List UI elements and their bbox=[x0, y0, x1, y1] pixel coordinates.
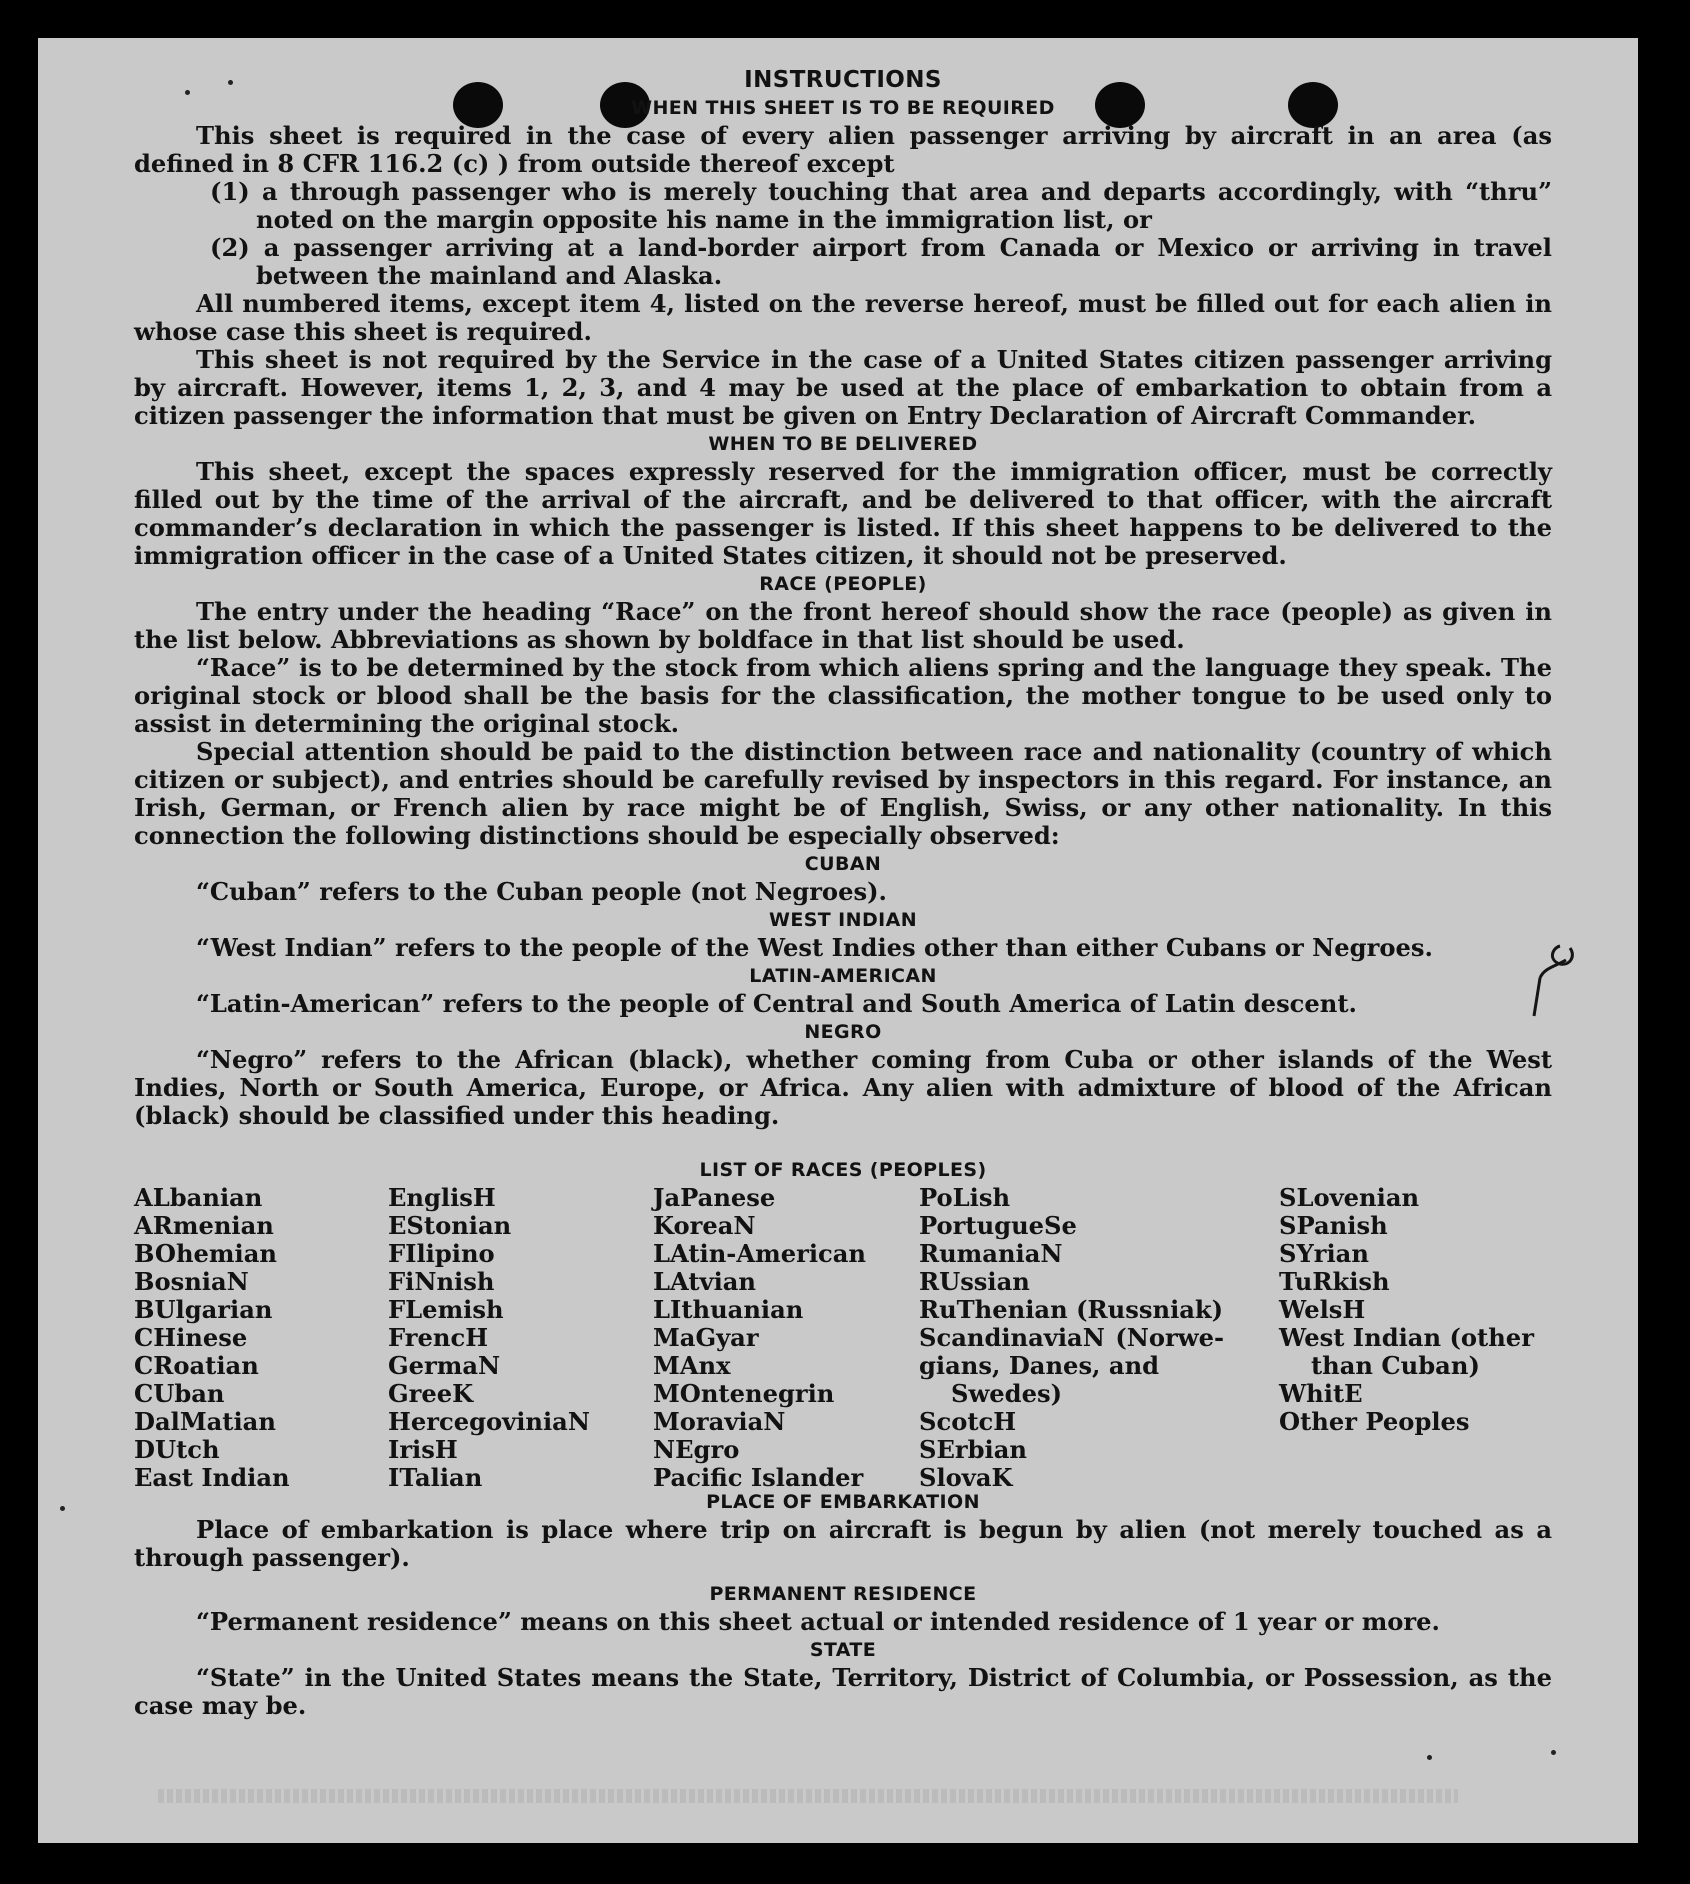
page-title: INSTRUCTIONS bbox=[744, 67, 942, 93]
race-item: LIthuanian bbox=[653, 1295, 804, 1324]
paragraph: This sheet, except the spaces expressly reserved for the immigration officer, must be correctly filled out by the time of the arrival of the aircraft, and be delivered to that officer, with the aircraft commander’s declaration in which the passenger is listed. If this sheet happens to be delivered to the immigration officer in the case of a United States citizen, it should not be preserved. bbox=[134, 457, 1552, 570]
document-page bbox=[38, 38, 1638, 1843]
paragraph: “Permanent residence” means on this sheet actual or intended residence of 1 year or more. bbox=[196, 1607, 1440, 1636]
speck bbox=[60, 1506, 65, 1511]
race-item: than Cuban) bbox=[1311, 1351, 1480, 1380]
list-item: (2) a passenger arriving at a land-border airport from Canada or Mexico or arriving in travel between the mainland and Alaska. bbox=[210, 233, 1552, 290]
race-item: SLovenian bbox=[1279, 1183, 1420, 1212]
race-item: BosniaN bbox=[134, 1267, 249, 1296]
section-heading: LATIN-AMERICAN bbox=[749, 965, 937, 987]
list-item: (1) a through passenger who is merely touching that area and departs accordingly, with “thru” noted on the margin opposite his name in the immigration list, or bbox=[210, 177, 1552, 234]
section-heading: WHEN THIS SHEET IS TO BE REQUIRED bbox=[631, 97, 1055, 119]
race-item: JaPanese bbox=[653, 1183, 776, 1212]
paragraph: “State” in the United States means the State, Territory, District of Columbia, or Possession, as the case may be. bbox=[134, 1663, 1552, 1720]
race-item: East Indian bbox=[134, 1463, 290, 1492]
race-item: ScotcH bbox=[919, 1407, 1017, 1436]
race-item: FLemish bbox=[388, 1295, 504, 1324]
section-heading: RACE (PEOPLE) bbox=[759, 573, 927, 595]
race-item: GreeK bbox=[388, 1379, 474, 1408]
section-heading: PERMANENT RESIDENCE bbox=[709, 1583, 977, 1605]
race-item: GermaN bbox=[388, 1351, 501, 1380]
race-list bbox=[134, 1183, 1552, 1492]
race-item: ScandinaviaN (Norwe- gians, Danes, and bbox=[919, 1323, 1224, 1380]
paragraph: The entry under the heading “Race” on the front hereof should show the race (people) as given in the list below. Abbreviations as shown by boldface in that list should be used. bbox=[134, 597, 1552, 654]
race-item: SErbian bbox=[919, 1435, 1028, 1464]
race-item: ARmenian bbox=[134, 1211, 274, 1240]
race-item: SYrian bbox=[1279, 1239, 1369, 1268]
race-item: DalMatian bbox=[134, 1407, 276, 1436]
race-item: BOhemian bbox=[134, 1239, 277, 1268]
race-item: PoLish bbox=[919, 1183, 1011, 1212]
section-heading: CUBAN bbox=[804, 853, 882, 875]
race-item: RuThenian (Russniak) bbox=[919, 1295, 1224, 1324]
race-column bbox=[388, 1184, 590, 1492]
section-heading: STATE bbox=[809, 1639, 877, 1661]
paragraph: This sheet is required in the case of every alien passenger arriving by aircraft in an area (as defined in 8 CFR 116.2 (c) ) from outside thereof except bbox=[134, 121, 1552, 178]
race-item: FIlipino bbox=[388, 1239, 495, 1268]
race-item: FiNnish bbox=[388, 1267, 495, 1296]
race-item: RumaniaN bbox=[919, 1239, 1063, 1268]
race-item: MAnx bbox=[653, 1351, 731, 1380]
race-item: PortugueSe bbox=[919, 1211, 1077, 1240]
race-item: CUban bbox=[134, 1379, 225, 1408]
race-item: WhitE bbox=[1279, 1379, 1363, 1408]
speck bbox=[1551, 1750, 1556, 1755]
paragraph: Place of embarkation is place where trip on aircraft is begun by alien (not merely touched as a through passenger). bbox=[134, 1515, 1552, 1572]
race-column bbox=[1279, 1184, 1534, 1436]
race-item: Other Peoples bbox=[1279, 1407, 1470, 1436]
race-item: Swedes) bbox=[951, 1379, 1063, 1408]
race-item: BUlgarian bbox=[134, 1295, 273, 1324]
race-item: LAtin-American bbox=[653, 1239, 866, 1268]
race-column bbox=[134, 1184, 290, 1492]
section-heading: WHEN TO BE DELIVERED bbox=[708, 433, 978, 455]
instructions-body bbox=[134, 66, 1552, 1720]
speck bbox=[1427, 1755, 1432, 1760]
race-item: DUtch bbox=[134, 1435, 220, 1464]
race-item: MOntenegrin bbox=[653, 1379, 835, 1408]
race-item: SPanish bbox=[1279, 1211, 1388, 1240]
race-item: IrisH bbox=[388, 1435, 458, 1464]
race-item: NEgro bbox=[653, 1435, 740, 1464]
race-item: WelsH bbox=[1279, 1295, 1366, 1324]
race-item: EnglisH bbox=[388, 1183, 496, 1212]
paragraph: “Race” is to be determined by the stock from which aliens spring and the language they speak. The original stock or blood shall be the basis for the classification, the mother tongue to be used only to assist in determining the original stock. bbox=[134, 653, 1552, 738]
race-item: SlovaK bbox=[919, 1463, 1013, 1492]
race-item: CRoatian bbox=[134, 1351, 259, 1380]
section-heading: WEST INDIAN bbox=[768, 909, 917, 931]
race-item: MaGyar bbox=[653, 1323, 759, 1352]
race-item: Pacific Islander bbox=[653, 1463, 864, 1492]
race-column bbox=[919, 1184, 1224, 1492]
paragraph: All numbered items, except item 4, listed on the reverse hereof, must be filled out for each alien in whose case this sheet is required. bbox=[134, 289, 1552, 346]
race-item: CHinese bbox=[134, 1323, 248, 1352]
faint-footnote-text bbox=[158, 1789, 1458, 1803]
paragraph: “Latin-American” refers to the people of Central and South America of Latin descent. bbox=[196, 989, 1357, 1018]
paragraph: Special attention should be paid to the distinction between race and nationality (country of which citizen or subject), and entries should be carefully revised by inspectors in this regard. For instance, an Irish, German, or French alien by race might be of English, Swiss, or any other nationality. In this connection the following distinctions should be especially observed: bbox=[134, 737, 1552, 850]
section-heading: LIST OF RACES (PEOPLES) bbox=[699, 1159, 987, 1181]
paragraph: “Cuban” refers to the Cuban people (not Negroes). bbox=[196, 877, 887, 906]
race-item: TuRkish bbox=[1279, 1267, 1390, 1296]
race-item: ITalian bbox=[388, 1463, 483, 1492]
race-item: RUssian bbox=[919, 1267, 1030, 1296]
paragraph: “Negro” refers to the African (black), whether coming from Cuba or other islands of the West Indies, North or South America, Europe, or Africa. Any alien with admixture of blood of the African (black) should be classified under this heading. bbox=[134, 1045, 1552, 1130]
race-item: HercegoviniaN bbox=[388, 1407, 590, 1436]
race-column bbox=[653, 1184, 866, 1492]
section-heading: NEGRO bbox=[804, 1021, 882, 1043]
race-item: MoraviaN bbox=[653, 1407, 786, 1436]
paragraph: “West Indian” refers to the people of the West Indies other than either Cubans or Negroes. bbox=[196, 933, 1433, 962]
race-item: EStonian bbox=[388, 1211, 512, 1240]
race-item: West Indian (other bbox=[1279, 1323, 1534, 1352]
section-heading: PLACE OF EMBARKATION bbox=[706, 1491, 980, 1513]
race-item: ALbanian bbox=[134, 1183, 263, 1212]
race-item: FrencH bbox=[388, 1323, 489, 1352]
paragraph: This sheet is not required by the Service in the case of a United States citizen passenger arriving by aircraft. However, items 1, 2, 3, and 4 may be used at the place of embarkation to obtain from a citizen passenger the information that must be given on Entry Declaration of Aircraft Commander. bbox=[134, 345, 1552, 430]
race-item: KoreaN bbox=[653, 1211, 756, 1240]
race-item: LAtvian bbox=[653, 1267, 757, 1296]
